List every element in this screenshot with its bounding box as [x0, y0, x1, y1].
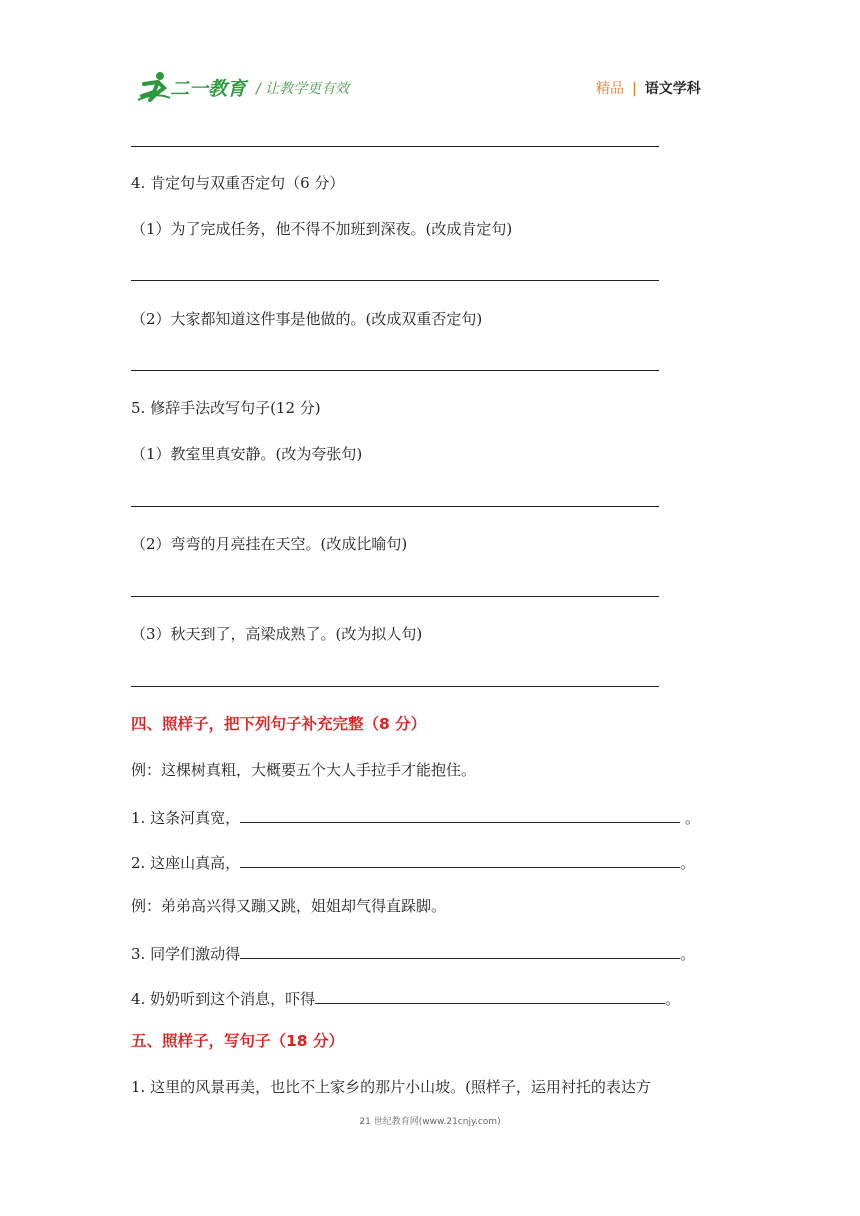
- question-item: （1）教室里真安静。(改为夸张句): [131, 445, 363, 463]
- fill-sentence-2: [131, 851, 695, 873]
- question-item: （1）为了完成任务，他不得不加班到深夜。(改成肯定句): [131, 220, 513, 238]
- answer-line[interactable]: [131, 146, 659, 147]
- fill-blank[interactable]: [240, 851, 680, 868]
- fill-blank[interactable]: [240, 806, 680, 823]
- sentence-suffix: 。: [665, 990, 681, 1008]
- fill-blank[interactable]: [315, 987, 665, 1004]
- fill-blank[interactable]: [240, 942, 680, 959]
- answer-line[interactable]: [131, 596, 659, 597]
- question-item: （2）弯弯的月亮挂在天空。(改成比喻句): [131, 535, 408, 553]
- subject-label: 语文学科: [644, 81, 701, 97]
- question-item: （2）大家都知道这件事是他做的。(改成双重否定句): [131, 310, 483, 328]
- question-title: 5. 修辞手法改写句子(12 分): [131, 399, 321, 417]
- fill-sentence-4: [131, 987, 680, 1009]
- answer-line[interactable]: [131, 506, 659, 507]
- header-separator: |: [632, 81, 637, 97]
- sentence-suffix: 。: [680, 945, 696, 963]
- section-title: 五、照样子，写句子（18 分）: [131, 1032, 344, 1050]
- header-tags: [596, 78, 701, 98]
- question-item: 1. 这里的风景再美，也比不上家乡的那片小山坡。(照样子，运用衬托的表达方: [131, 1078, 651, 1096]
- quality-label: 精品: [596, 81, 624, 97]
- question-item: （3）秋天到了，高梁成熟了。(改为拟人句): [131, 625, 423, 643]
- page-footer: 21 世纪教育网(www.21cnjy.com): [359, 1117, 501, 1127]
- slogan: / 让教学更有效: [256, 81, 350, 97]
- sentence-prefix: 4. 奶奶听到这个消息，吓得: [131, 990, 316, 1008]
- question-title: 4. 肯定句与双重否定句（6 分）: [131, 174, 345, 192]
- logo-text: 二一教育: [170, 78, 247, 100]
- answer-line[interactable]: [131, 686, 659, 687]
- answer-line[interactable]: [131, 370, 659, 371]
- sentence-prefix: 2. 这座山真高，: [131, 854, 241, 872]
- fill-sentence-1: [131, 806, 700, 828]
- example-sentence: 例：这棵树真粗，大概要五个大人手拉手才能抱住。: [131, 761, 477, 779]
- page-header: [0, 0, 860, 120]
- answer-line[interactable]: [131, 280, 659, 281]
- fill-sentence-3: [131, 942, 695, 964]
- section-title: 四、照样子，把下列句子补充完整（8 分）: [131, 715, 427, 733]
- sentence-suffix: 。: [680, 809, 700, 827]
- example-sentence: 例：弟弟高兴得又蹦又跳，姐姐却气得直跺脚。: [131, 897, 447, 915]
- sentence-prefix: 1. 这条河真宽，: [131, 809, 241, 827]
- sentence-suffix: 。: [680, 854, 696, 872]
- sentence-prefix: 3. 同学们激动得: [131, 945, 241, 963]
